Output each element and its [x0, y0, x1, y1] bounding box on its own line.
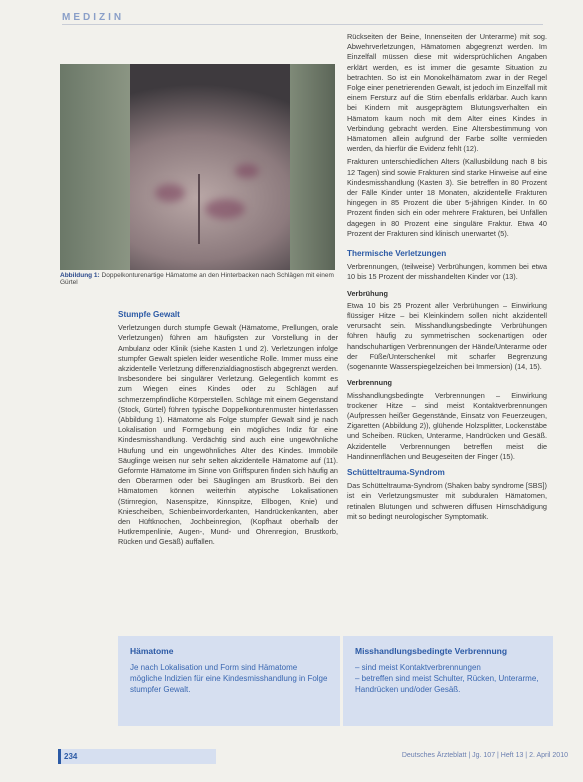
page-number-tab	[58, 749, 216, 764]
photo-detail	[198, 174, 200, 244]
paragraph-fractures: Frakturen unterschiedlichen Alters (Kallusbildung nach 8 bis 12 Tagen) sind sowie Frakturen sind starke Hinweise auf eine Kindesmisshandlung (Kasten 3). Sie betreffen in 80 Prozent der Fälle Kinder unter 18 Monaten, akzidentelle Frakturen hingegen in 85 Prozent die über 5-jährigen Kinder. In 60 Prozent finden sich ein oder mehrere Frakturen, bei Unfällen dagegen in 80 Prozent eine singuläre Fraktur. Etwa 40 Prozent der Frakturen sind klinisch unerwartet (5).	[347, 157, 547, 238]
box-title: Misshandlungsbedingte Verbrennung	[355, 646, 508, 656]
page-number: 234	[64, 752, 78, 761]
caption-text: Doppelkonturenartige Hämatome an den Hinterbacken nach Schlägen mit einem Gürtel	[60, 272, 334, 286]
left-column	[118, 310, 338, 548]
photo-bruise	[235, 164, 259, 178]
right-column	[347, 32, 547, 522]
paragraph-thermal: Verbrennungen, (teilweise) Verbrühungen, kommen bei etwa 10 bis 15 Prozent der misshandelten Kinder vor (13).	[347, 262, 547, 282]
figure-caption	[60, 272, 350, 286]
paragraph-burn: Misshandlungsbedingte Verbrennungen – Einwirkung trockener Hitze – sind meist Kontaktverbrennungen (Aufpressen heißer Gegenstände, Einsatz von Feuerzeugen, Zigaretten (Abbildung 2)), glühende Holzsplitter, Lockenstäbe und Scheiben. Rücken, Unterarme, Handrücken und Gesäß. Akzidentelle Verbrennungen betreffen meist die Handinnenflächen und Beugeseiten der Finger (15).	[347, 390, 547, 461]
section-label: MEDIZIN	[62, 12, 125, 23]
paragraph-blunt-force: Verletzungen durch stumpfe Gewalt (Hämatome, Prellungen, orale Verletzungen) führen am häufigsten zur Vorstellung in der Ambulanz oder Klinik (siehe Kasten 1 und 2). Verletzungen infolge stumpfer Gewalt spielen leider wesentliche Rolle. Immer muss eine akzidentelle Verletzung differenzialdiagnostisch abgegrenzt werden. Insbesondere bei singulärer Verletzung. Gelegentlich kommt es zum Wiegen eines Kindes oder zu Schlägen auf schmerzempfindliche Körperstellen. Schläge mit einem Gegenstand (Stock, Gürtel) führen typische Doppelkonturenmuster hinterlassen (Abbildung 1). Hämatome als Folge stumpfer Gewalt sind je nach Lokalisation und Formgebung ein mögliches Indiz für eine Kindesmisshandlung. Verdächtig sind auch eine ungewöhnliche Häufung und ein ungewöhnliches Alter des Kindes. Immobile Säuglinge weisen nur sehr selten akzidentelle Hämatome auf (11). Geformte Hämatome im Sinne von Griffspuren finden sich häufig an den Oberarmen oder bei Säuglingen am Brustkorb. Bei den Hämatomen können weiterhin atypische Lokalisationen (Stirnregion, Nasenspitze, Kinnspitze, Ellbogen, Knie) und Kniescheiben, Schienbeinvorderkanten, Handrückenkanten, aber den Hüftknochen, Jochbeinregion, (Kopfhaut oberhalb der Hutkrempenlinie, Augen-, Mund- und Ohrenregion, Brustkorb, Rücken und Gesäß) auffallen.	[118, 323, 338, 547]
heading-blunt-force: Stumpfe Gewalt	[118, 310, 180, 319]
footer	[40, 749, 580, 765]
summary-box-burns	[343, 636, 553, 726]
box-line: – sind meist Kontaktverbrennungen	[355, 663, 481, 672]
box-line: – betreffen sind meist Schulter, Rücken, Unterarme, Handrücken und/oder Gesäß.	[355, 674, 539, 694]
paragraph-shaken-baby: Das Schütteltrauma-Syndrom (Shaken baby syndrome [SBS]) ist ein Verletzungsmuster mit subduralen Hämatomen, retinalen Blutungen und schweren diffusen Hirnschädigung mit so bedingt neurologischer Symptomatik.	[347, 481, 547, 521]
header-rule	[62, 24, 543, 25]
summary-box-hematoma	[118, 636, 340, 726]
photo-shirt-right	[290, 64, 335, 270]
heading-scald: Verbrühung	[347, 288, 388, 298]
heading-burn: Verbrennung	[347, 378, 393, 388]
photo-bruise	[155, 184, 185, 202]
paragraph-scald: Etwa 10 bis 25 Prozent aller Verbrühungen – Einwirkung flüssiger Hitze – bei Kleinkindern sollen nicht akzidentell verursacht sein. Misshandlungsbedingte Verbrühungen führen häufig zu symmetrischen sockenartigen oder handschuhartigen Verbrennungen der Hände/Unterarme oder der Füße/Unterschenkel mit scharfer Begrenzung (sogenannte Wasserspiegelzeichen bei Immersion) (14, 15).	[347, 300, 547, 372]
heading-shaken-baby: Schütteltrauma-Syndrom	[347, 467, 445, 477]
photo-bruise	[205, 199, 245, 219]
box-text: Je nach Lokalisation und Form sind Hämatome mögliche Indizien für eine Kindesmisshandlung in Folge stumpfer Gewalt.	[130, 663, 328, 694]
caption-label: Abbildung 1:	[60, 272, 100, 279]
photo-shirt-left	[60, 64, 130, 270]
figure-photo	[60, 64, 335, 270]
box-title: Hämatome	[130, 646, 174, 656]
paragraph-intro: Rückseiten der Beine, Innenseiten der Unterarme) mit sog. Abwehrverletzungen, Hämatomen abgegrenzt werden. Im Einzelfall müssen diese mit widersprüchlichen Angaben erklärt werden, es ist immer die gesamte Situation zu betrachten. So ist ein Monokelhämatom zwar in der Regel Folge einer penetrierenden Gewalt, ist jedoch im Einzelfall mit einem Fersturz auf die Stirn ebenfalls erklärbar. Auch kann bei Kindern mit ausgeprägtem Blutungsverhalten ein Hämatom kaum noch mit dem Alter eines Kindes in Verbindung gebracht werden. Eine Altersbestimmung von Hämatomen allein aufgrund der Farbe sollte vermieden werden, da hierfür die Evidenz fehlt (12).	[347, 32, 547, 154]
journal-reference: Deutsches Ärzteblatt | Jg. 107 | Heft 13 | 2. April 2010	[401, 752, 568, 759]
heading-thermal: Thermische Verletzungen	[347, 249, 447, 259]
